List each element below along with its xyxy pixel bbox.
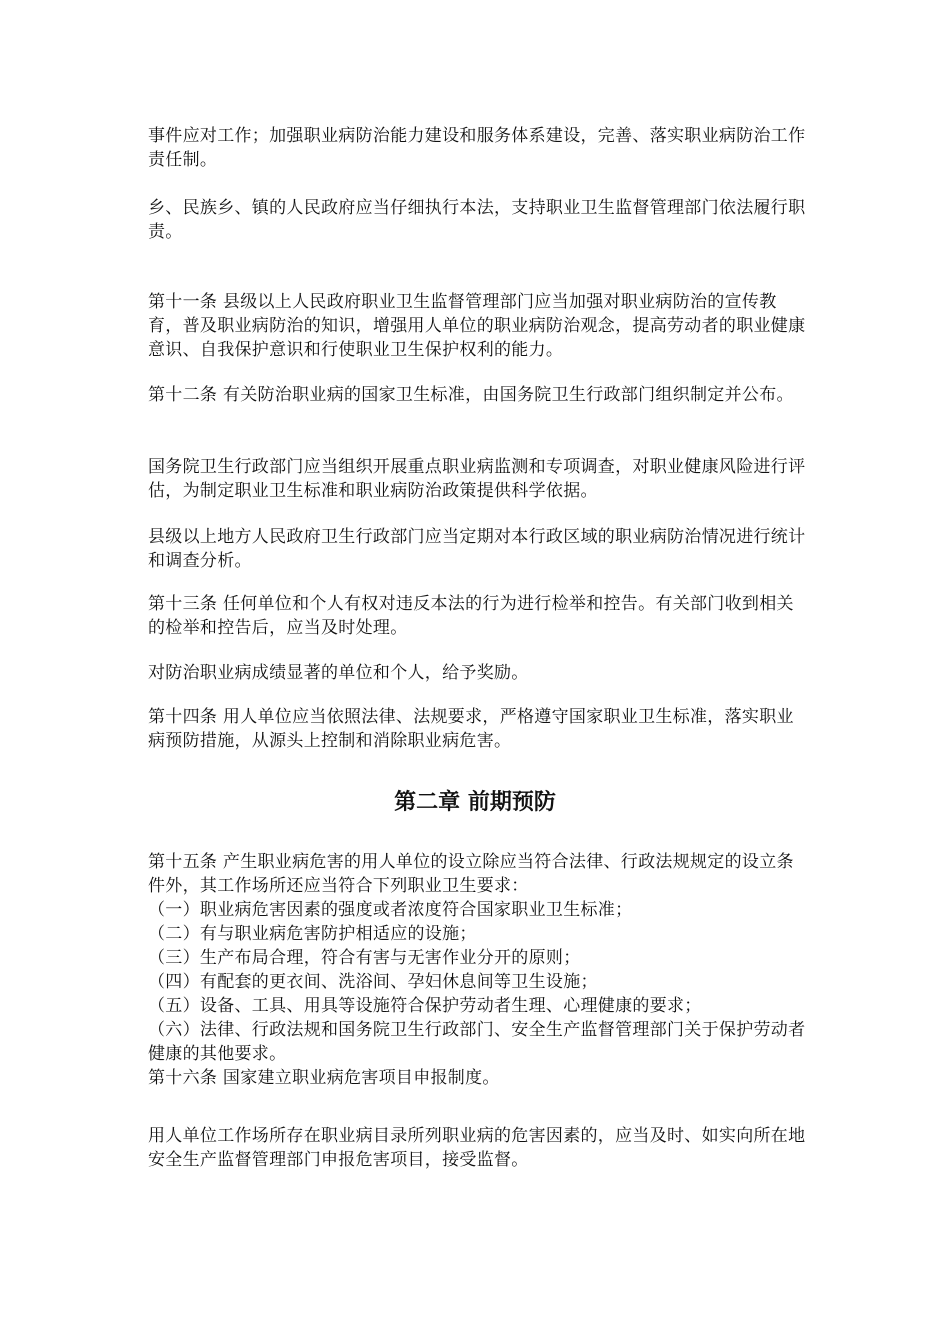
list-item: （一）职业病危害因素的强度或者浓度符合国家职业卫生标准； xyxy=(148,900,633,920)
list-item: （六）法律、行政法规和国务院卫生行政部门、安全生产监督管理部门关于保护劳动者健康的其他要求。 xyxy=(148,1020,806,1064)
article-16: 第十六条 国家建立职业病危害项目申报制度。 xyxy=(148,1068,500,1088)
article-15 xyxy=(148,850,808,1090)
article-13: 第十三条 任何单位和个人有权对违反本法的行为进行检举和控告。有关部门收到相关的检举和控告后，应当及时处理。 xyxy=(148,594,794,638)
list-item: （五）设备、工具、用具等设施符合保护劳动者生理、心理健康的要求； xyxy=(148,996,702,1016)
list-item: （四）有配套的更衣间、洗浴间、孕妇休息间等卫生设施； xyxy=(148,972,598,992)
article-11: 第十一条 县级以上人民政府职业卫生监督管理部门应当加强对职业病防治的宣传教育，普及职业病防治的知识，增强用人单位的职业病防治观念，提高劳动者的职业健康意识、自我保护意识和行使职业卫生保护权利的能力。 xyxy=(148,292,806,360)
paragraph: 县级以上地方人民政府卫生行政部门应当定期对本行政区域的职业病防治情况进行统计和调查分析。 xyxy=(148,527,806,571)
paragraph: 国务院卫生行政部门应当组织开展重点职业病监测和专项调查，对职业健康风险进行评估，为制定职业卫生标准和职业病防治政策提供科学依据。 xyxy=(148,457,806,501)
paragraph: 事件应对工作；加强职业病防治能力建设和服务体系建设，完善、落实职业病防治工作责任制。 xyxy=(148,126,806,170)
article-12: 第十二条 有关防治职业病的国家卫生标准，由国务院卫生行政部门组织制定并公布。 xyxy=(148,385,794,405)
article-14: 第十四条 用人单位应当依照法律、法规要求，严格遵守国家职业卫生标准，落实职业病预防措施，从源头上控制和消除职业病危害。 xyxy=(148,707,794,751)
paragraph: 用人单位工作场所存在职业病目录所列职业病的危害因素的，应当及时、如实向所在地安全生产监督管理部门申报危害项目，接受监督。 xyxy=(148,1126,806,1170)
paragraph: 对防治职业病成绩显著的单位和个人，给予奖励。 xyxy=(148,663,529,683)
chapter-heading: 第二章 前期预防 xyxy=(394,790,556,815)
paragraph: 乡、民族乡、镇的人民政府应当仔细执行本法，支持职业卫生监督管理部门依法履行职责。 xyxy=(148,198,806,242)
article-15-intro: 第十五条 产生职业病危害的用人单位的设立除应当符合法律、行政法规规定的设立条件外，其工作场所还应当符合下列职业卫生要求： xyxy=(148,852,794,896)
list-item: （二）有与职业病危害防护相适应的设施； xyxy=(148,924,477,944)
list-item: （三）生产布局合理，符合有害与无害作业分开的原则； xyxy=(148,948,581,968)
